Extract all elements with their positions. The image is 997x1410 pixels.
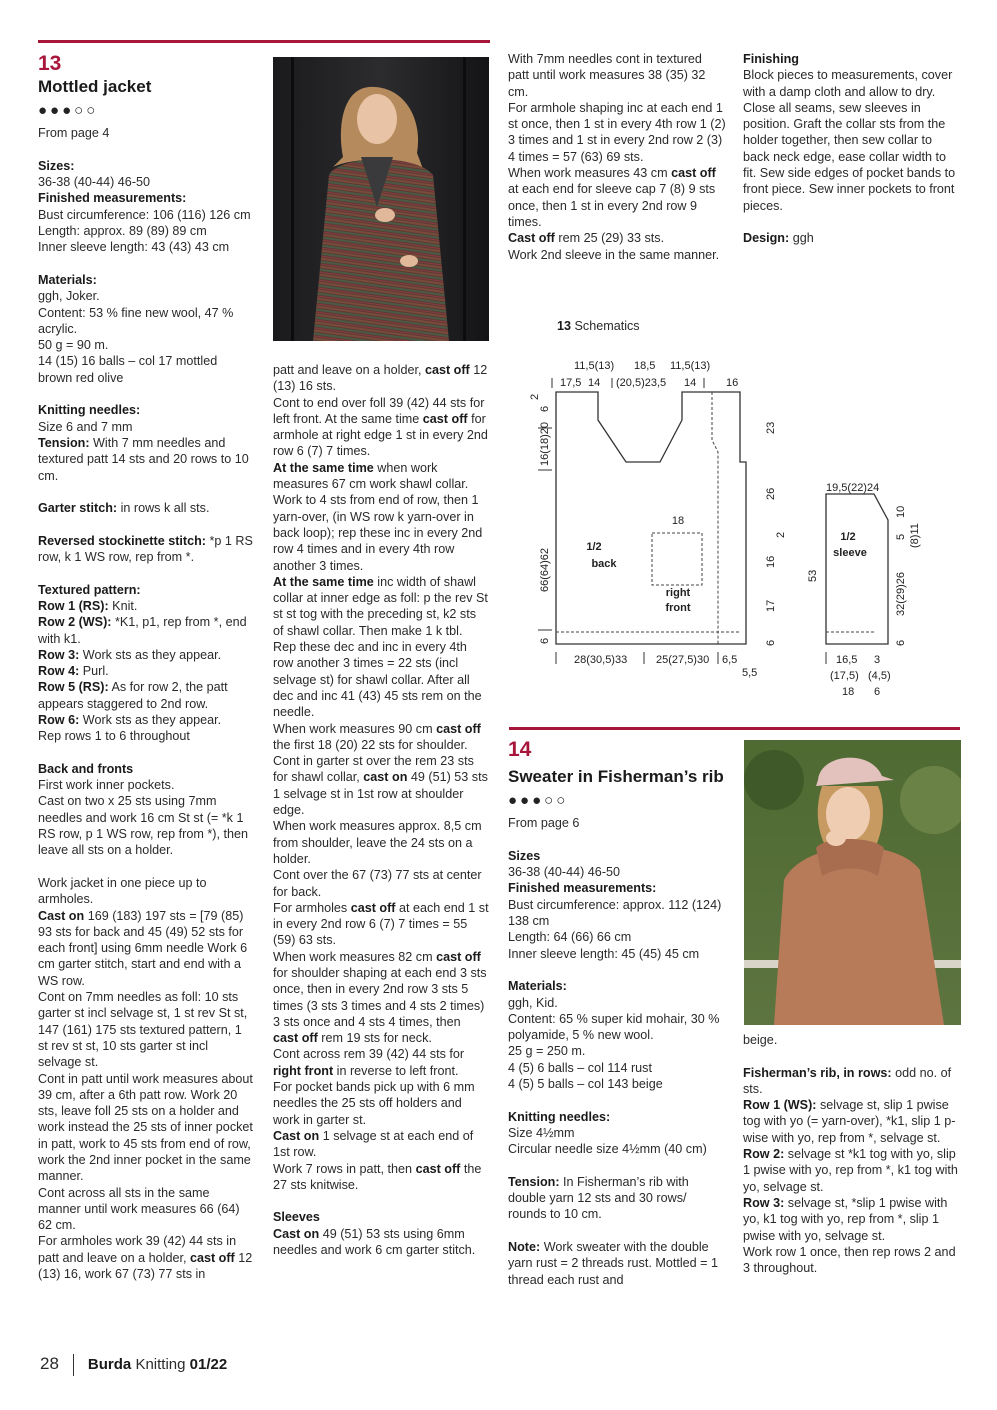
- svg-text:32(29)26: 32(29)26: [895, 571, 907, 616]
- fr-repeat: Work row 1 once, then rep rows 2 and 3 throughout.: [743, 1244, 956, 1276]
- materials-content: Content: 53 % fine new wool, 47 % acrylic.: [38, 305, 234, 336]
- length-text-14: Length: 64 (66) 66 cm: [508, 930, 632, 945]
- sizes-heading: Sizes:: [38, 158, 75, 173]
- circular-needle-14: Circular needle size 4½mm (40 cm): [508, 1142, 707, 1157]
- reversed-stockinette-text: Reversed stockinette stitch: *p 1 RS row, k 1 WS row, rep from *.: [38, 533, 253, 565]
- svg-text:66(64)62: 66(64)62: [539, 547, 551, 592]
- c2-82cm: When work measures 82 cm cast off for shoulder shaping at each end 3 sts once, then in every 2nd row 3 sts 5 times (3 sts 3 times and 4 sts 2 times) 3 sts once and 4 sts 4 times, then cast off rem 19 sts for neck.: [273, 949, 487, 1046]
- svg-text:2: 2: [529, 393, 541, 400]
- materials-yarn-14: ggh, Kid.: [508, 995, 558, 1010]
- svg-text:25(27,5)30: 25(27,5)30: [656, 654, 710, 666]
- row-1: Row 1 (RS): Knit.: [38, 598, 138, 613]
- svg-text:19,5(22)24: 19,5(22)24: [826, 482, 880, 494]
- c2-seven-rows: Work 7 rows in patt, then cast off the 27 sts knitwise.: [273, 1161, 482, 1192]
- finished-measurements-heading: Finished measurements:: [38, 191, 187, 206]
- svg-text:14: 14: [588, 377, 601, 389]
- c2-collar-width: At the same time inc width of shawl collar at inner edge as foll: p the rev St st st tog with the preceding st, k2 sts of shawl collar. Then make 1 k tbl. Rep these dec and inc in every 4th row another 3 times = 22 sts (incl selvage st) for shawl collar. After all dec and inc 41 (43) 45 sts rem on the needle.: [273, 574, 488, 720]
- materials-heading: Materials:: [38, 272, 97, 287]
- materials-content-14: Content: 65 % super kid mohair, 30 % polyamide, 5 % new wool.: [508, 1011, 720, 1043]
- length-text: Length: approx. 89 (89) 89 cm: [38, 224, 207, 239]
- svg-text:11,5(13): 11,5(13): [574, 360, 615, 372]
- c3-cast-off-rem: Cast off rem 25 (29) 33 sts.: [508, 231, 665, 246]
- materials-beige-14: 4 (5) 5 balls – col 143 beige: [508, 1077, 663, 1092]
- c2-90cm: When work measures 90 cm cast off the first 18 (20) 22 sts for shoulder.: [273, 721, 481, 752]
- page-footer: [40, 1354, 227, 1376]
- from-page-14: From page 6: [508, 816, 580, 831]
- svg-text:(4,5): (4,5): [868, 670, 891, 682]
- svg-text:(8)11: (8)11: [909, 523, 921, 548]
- page-number: 28: [40, 1354, 59, 1373]
- svg-text:18: 18: [842, 686, 855, 698]
- back-fronts-2: Cast on two x 25 sts using 7mm needles and work 16 cm St st (= *k 1 RS row, p 1 WS row, rep from *), then leave all sts on a holder.: [38, 794, 248, 858]
- repeat-text: Rep rows 1 to 6 throughout: [38, 729, 190, 744]
- svg-text:5,5: 5,5: [742, 667, 758, 679]
- materials-heading-14: Materials:: [508, 979, 567, 994]
- inner-sleeve-text: Inner sleeve length: 43 (43) 43 cm: [38, 240, 230, 255]
- c2-center-back: Cont over the 67 (73) 77 sts at center for back.: [273, 868, 482, 899]
- c3-textured: With 7mm needles cont in textured patt until work measures 38 (35) 32 cm.: [508, 52, 706, 99]
- svg-text:14: 14: [684, 377, 697, 389]
- sleeves-heading: Sleeves: [273, 1210, 320, 1225]
- c2-approx: When work measures approx. 8,5 cm from shoulder, leave the 24 sts on a holder.: [273, 819, 482, 866]
- svg-text:23: 23: [765, 421, 777, 434]
- beige-text: beige.: [743, 1033, 778, 1047]
- svg-text:1/2: 1/2: [840, 531, 856, 543]
- design-text: Design: ggh: [743, 231, 814, 246]
- section-14-rule: [509, 727, 960, 730]
- column-4-lower: [743, 1032, 961, 1276]
- svg-text:26: 26: [765, 487, 777, 500]
- row-2: Row 2 (WS): *K1, p1, rep from *, end with k1.: [38, 615, 247, 646]
- column-1: [38, 52, 253, 1282]
- c3-43cm: When work measures 43 cm cast off at each end for sleeve cap 7 (8) 9 sts once, then 1 st in every 2nd row 9 times.: [508, 166, 716, 229]
- svg-text:2: 2: [775, 531, 787, 538]
- note-text-14: Note: Work sweater with the double yarn rust = 2 threads rust. Mottled = 1 thread each rust and: [508, 1240, 718, 1287]
- svg-text:16,5: 16,5: [836, 654, 858, 666]
- svg-text:17,5: 17,5: [560, 377, 582, 389]
- svg-text:17: 17: [765, 599, 777, 612]
- sizes-text: 36-38 (40-44) 46-50: [38, 175, 151, 190]
- garter-text: Garter stitch: in rows k all sts.: [38, 501, 210, 516]
- svg-text:6: 6: [539, 405, 551, 412]
- svg-text:28(30,5)33: 28(30,5)33: [574, 654, 628, 666]
- issue-number: 01/22: [189, 1356, 228, 1373]
- svg-text:6: 6: [874, 686, 881, 698]
- cast-on-text: Cast on 169 (183) 197 sts = [79 (85) 93 sts for back and 45 (49) 52 sts for each front] using 6mm needle Work 6 cm garter stitch, start and end with a WS row.: [38, 908, 248, 988]
- bust-text: Bust circumference: 106 (116) 126 cm: [38, 207, 251, 222]
- svg-text:5: 5: [895, 533, 907, 540]
- column-3-lower: [508, 738, 728, 1288]
- c2-shawl-collar: At the same time when work measures 67 cm work shawl collar. Work to 4 sts from end of row, then 1 yarn-over, (in WS row k yarn-over in back loop); rep these inc in every 2nd row 4 times and in every 4th row another 3 times.: [273, 460, 483, 573]
- pattern-title-14: Sweater in Fisherman’s rib: [508, 767, 724, 786]
- pattern-number-14: 14: [508, 738, 532, 761]
- c3-2nd-sleeve: Work 2nd sleeve in the same manner.: [508, 247, 720, 262]
- fisherman-sweater-photo: [744, 740, 961, 1025]
- bust-text-14: Bust circumference: approx. 112 (124) 138 cm: [508, 897, 722, 929]
- needles-heading: Knitting needles:: [38, 403, 141, 418]
- column-4: [743, 51, 959, 247]
- textured-pattern-heading: Textured pattern:: [38, 582, 141, 597]
- svg-text:6,5: 6,5: [722, 654, 738, 666]
- svg-text:6: 6: [765, 639, 777, 646]
- tension-text-14: Tension: In Fisherman’s rib with double yarn 12 sts and 30 rows/ rounds to 10 cm.: [508, 1174, 689, 1222]
- c2-garter-collar: Cont in garter st over the rem 23 sts for shawl collar, cast on 49 (51) 53 sts 1 selvage st in 1st row at shoulder edge.: [273, 754, 488, 818]
- svg-text:back: back: [591, 558, 617, 570]
- needles-heading-14: Knitting needles:: [508, 1109, 611, 1124]
- finishing-heading: Finishing: [743, 52, 799, 66]
- svg-text:right: right: [665, 587, 691, 599]
- materials-rust-14: 4 (5) 6 balls – col 114 rust: [508, 1060, 652, 1075]
- inner-text-14: Inner sleeve length: 45 (45) 45 cm: [508, 946, 700, 961]
- cont-across-text: Cont across all sts in the same manner until work measures 66 (64) 62 cm.: [38, 1185, 240, 1233]
- c2-right-front: Cont across rem 39 (42) 44 sts for right front in reverse to left front.: [273, 1047, 465, 1078]
- cont-39cm-text: Cont in patt until work measures about 39 cm, after a 6th patt row. Work 20 sts, leave foll 25 sts on a holder and work instead the 25 sts of inner pocket in patt, work to 45 sts from end of row, work the 2nd inner pocket in the same manner.: [38, 1071, 253, 1184]
- section-13-rule: [38, 40, 490, 43]
- tension-text: Tension: With 7 mm needles and textured patt 14 sts and 20 rows to 10 cm.: [38, 435, 249, 483]
- svg-text:1/2: 1/2: [586, 541, 602, 553]
- fr-row-1: Row 1 (WS): selvage st, slip 1 pwise tog with yo (= yarn-over), *k1, slip 1 p-wise with yo, rep from *, selvage st.: [743, 1098, 956, 1145]
- difficulty-rating-13: ●●●○○: [38, 102, 99, 119]
- c2-holder: patt and leave on a holder, cast off 12 (13) 16 sts.: [273, 363, 488, 394]
- c2-pocket-bands: For pocket bands pick up with 6 mm needles the 25 sts off holders and work in garter st.: [273, 1080, 475, 1127]
- c2-left-front: Cont to end over foll 39 (42) 44 sts for left front. At the same time cast off for armhole at right edge 1 st in every 2nd row 6 (7) 7 times.: [273, 395, 488, 459]
- finishing-text: Block pieces to measurements, cover with a damp cloth and allow to dry. Close all seams, sew sleeves in position. Graft the collar sts from the holder together, then sew collar to back neck edge, ease collar width to fit. Sew side edges of pocket bands to front piece. Sew inner pockets to front pieces.: [743, 68, 956, 213]
- schematics-title: 13 Schematics: [557, 319, 640, 333]
- needles-size: Size 6 and 7 mm: [38, 419, 133, 434]
- row-3: Row 3: Work sts as they appear.: [38, 647, 222, 662]
- difficulty-rating-14: ●●●○○: [508, 792, 569, 809]
- c3-armhole-shaping: For armhole shaping inc at each end 1 st once, then 1 st in every 4th row 1 (2) 3 times and 1 st in every 2nd row 2 (3) 4 times = 57 (63) 69 sts.: [508, 100, 726, 164]
- cont-7mm-text: Cont on 7mm needles as foll: 10 sts garter st incl selvage st, 1 st rev St st, 147 (161) 175 sts textured pattern, 1 st rev st st, 10 sts garter st incl selvage st.: [38, 990, 248, 1070]
- svg-text:(17,5): (17,5): [830, 670, 859, 682]
- materials-yarn: ggh, Joker.: [38, 289, 100, 304]
- fishermans-rib-text: Fisherman’s rib, in rows: odd no. of sts.: [743, 1065, 952, 1096]
- armholes-text: For armholes work 39 (42) 44 sts in patt and leave on a holder, cast off 12 (13) 16, work 67 (73) 77 sts in: [38, 1234, 253, 1282]
- brand-name: Burda: [87, 1356, 132, 1373]
- svg-text:53: 53: [807, 569, 819, 582]
- svg-text:10: 10: [895, 505, 907, 518]
- sizes-heading-14: Sizes: [508, 848, 541, 863]
- svg-text:18,5: 18,5: [634, 360, 656, 372]
- c2-armholes: For armholes cast off at each end 1 st in every 2nd row 6 (7) 7 times = 55 (59) 63 sts.: [273, 900, 489, 948]
- schematics-diagram: [508, 340, 958, 710]
- column-2: [273, 362, 489, 1258]
- svg-text:(20,5)23,5: (20,5)23,5: [616, 377, 667, 389]
- mottled-jacket-photo: [273, 57, 489, 341]
- column-3: [508, 51, 726, 263]
- svg-text:6: 6: [895, 639, 907, 646]
- row-4: Row 4: Purl.: [38, 664, 109, 679]
- back-fronts-heading: Back and fronts: [38, 761, 134, 776]
- svg-text:front: front: [665, 602, 691, 614]
- svg-text:6: 6: [539, 637, 551, 644]
- back-fronts-1: First work inner pockets.: [38, 778, 175, 793]
- fr-row-3: Row 3: selvage st, *slip 1 pwise with yo, k1 tog with yo, rep from *, slip 1 pwise with yo, selvage st.: [743, 1195, 948, 1243]
- pattern-title-13: Mottled jacket: [38, 77, 152, 96]
- row-5: Row 5 (RS): As for row 2, the patt appears staggered to 2nd row.: [38, 680, 228, 711]
- sizes-text-14: 36-38 (40-44) 46-50: [508, 865, 621, 880]
- row-6: Row 6: Work sts as they appear.: [38, 712, 222, 727]
- svg-text:16: 16: [765, 555, 777, 568]
- fr-row-2: Row 2: selvage st *k1 tog with yo, slip 1 pwise with yo, rep from *, k1 tog with yo, selvage st.: [743, 1147, 958, 1194]
- materials-weight: 50 g = 90 m.: [38, 338, 109, 353]
- fm-heading-14: Finished measurements:: [508, 881, 657, 896]
- sleeves-cast-on: Cast on 49 (51) 53 sts using 6mm needles and work 6 cm garter stitch.: [273, 1226, 476, 1258]
- svg-text:sleeve: sleeve: [833, 547, 867, 559]
- svg-text:3: 3: [874, 654, 881, 666]
- svg-text:16: 16: [726, 377, 739, 389]
- from-page-13: From page 4: [38, 126, 110, 141]
- magazine-name: Knitting: [135, 1356, 186, 1373]
- svg-text:11,5(13): 11,5(13): [670, 360, 711, 372]
- svg-text:16(18)20: 16(18)20: [539, 421, 551, 466]
- materials-balls: 14 (15) 16 balls – col 17 mottled brown red olive: [38, 354, 218, 385]
- back-fronts-3: Work jacket in one piece up to armholes.: [38, 875, 207, 907]
- pattern-number-13: 13: [38, 52, 62, 75]
- svg-text:18: 18: [671, 515, 685, 527]
- c2-cast-on-selvage: Cast on 1 selvage st at each end of 1st row.: [273, 1128, 474, 1160]
- needles-size-14: Size 4½mm: [508, 1125, 575, 1140]
- materials-weight-14: 25 g = 250 m.: [508, 1044, 586, 1059]
